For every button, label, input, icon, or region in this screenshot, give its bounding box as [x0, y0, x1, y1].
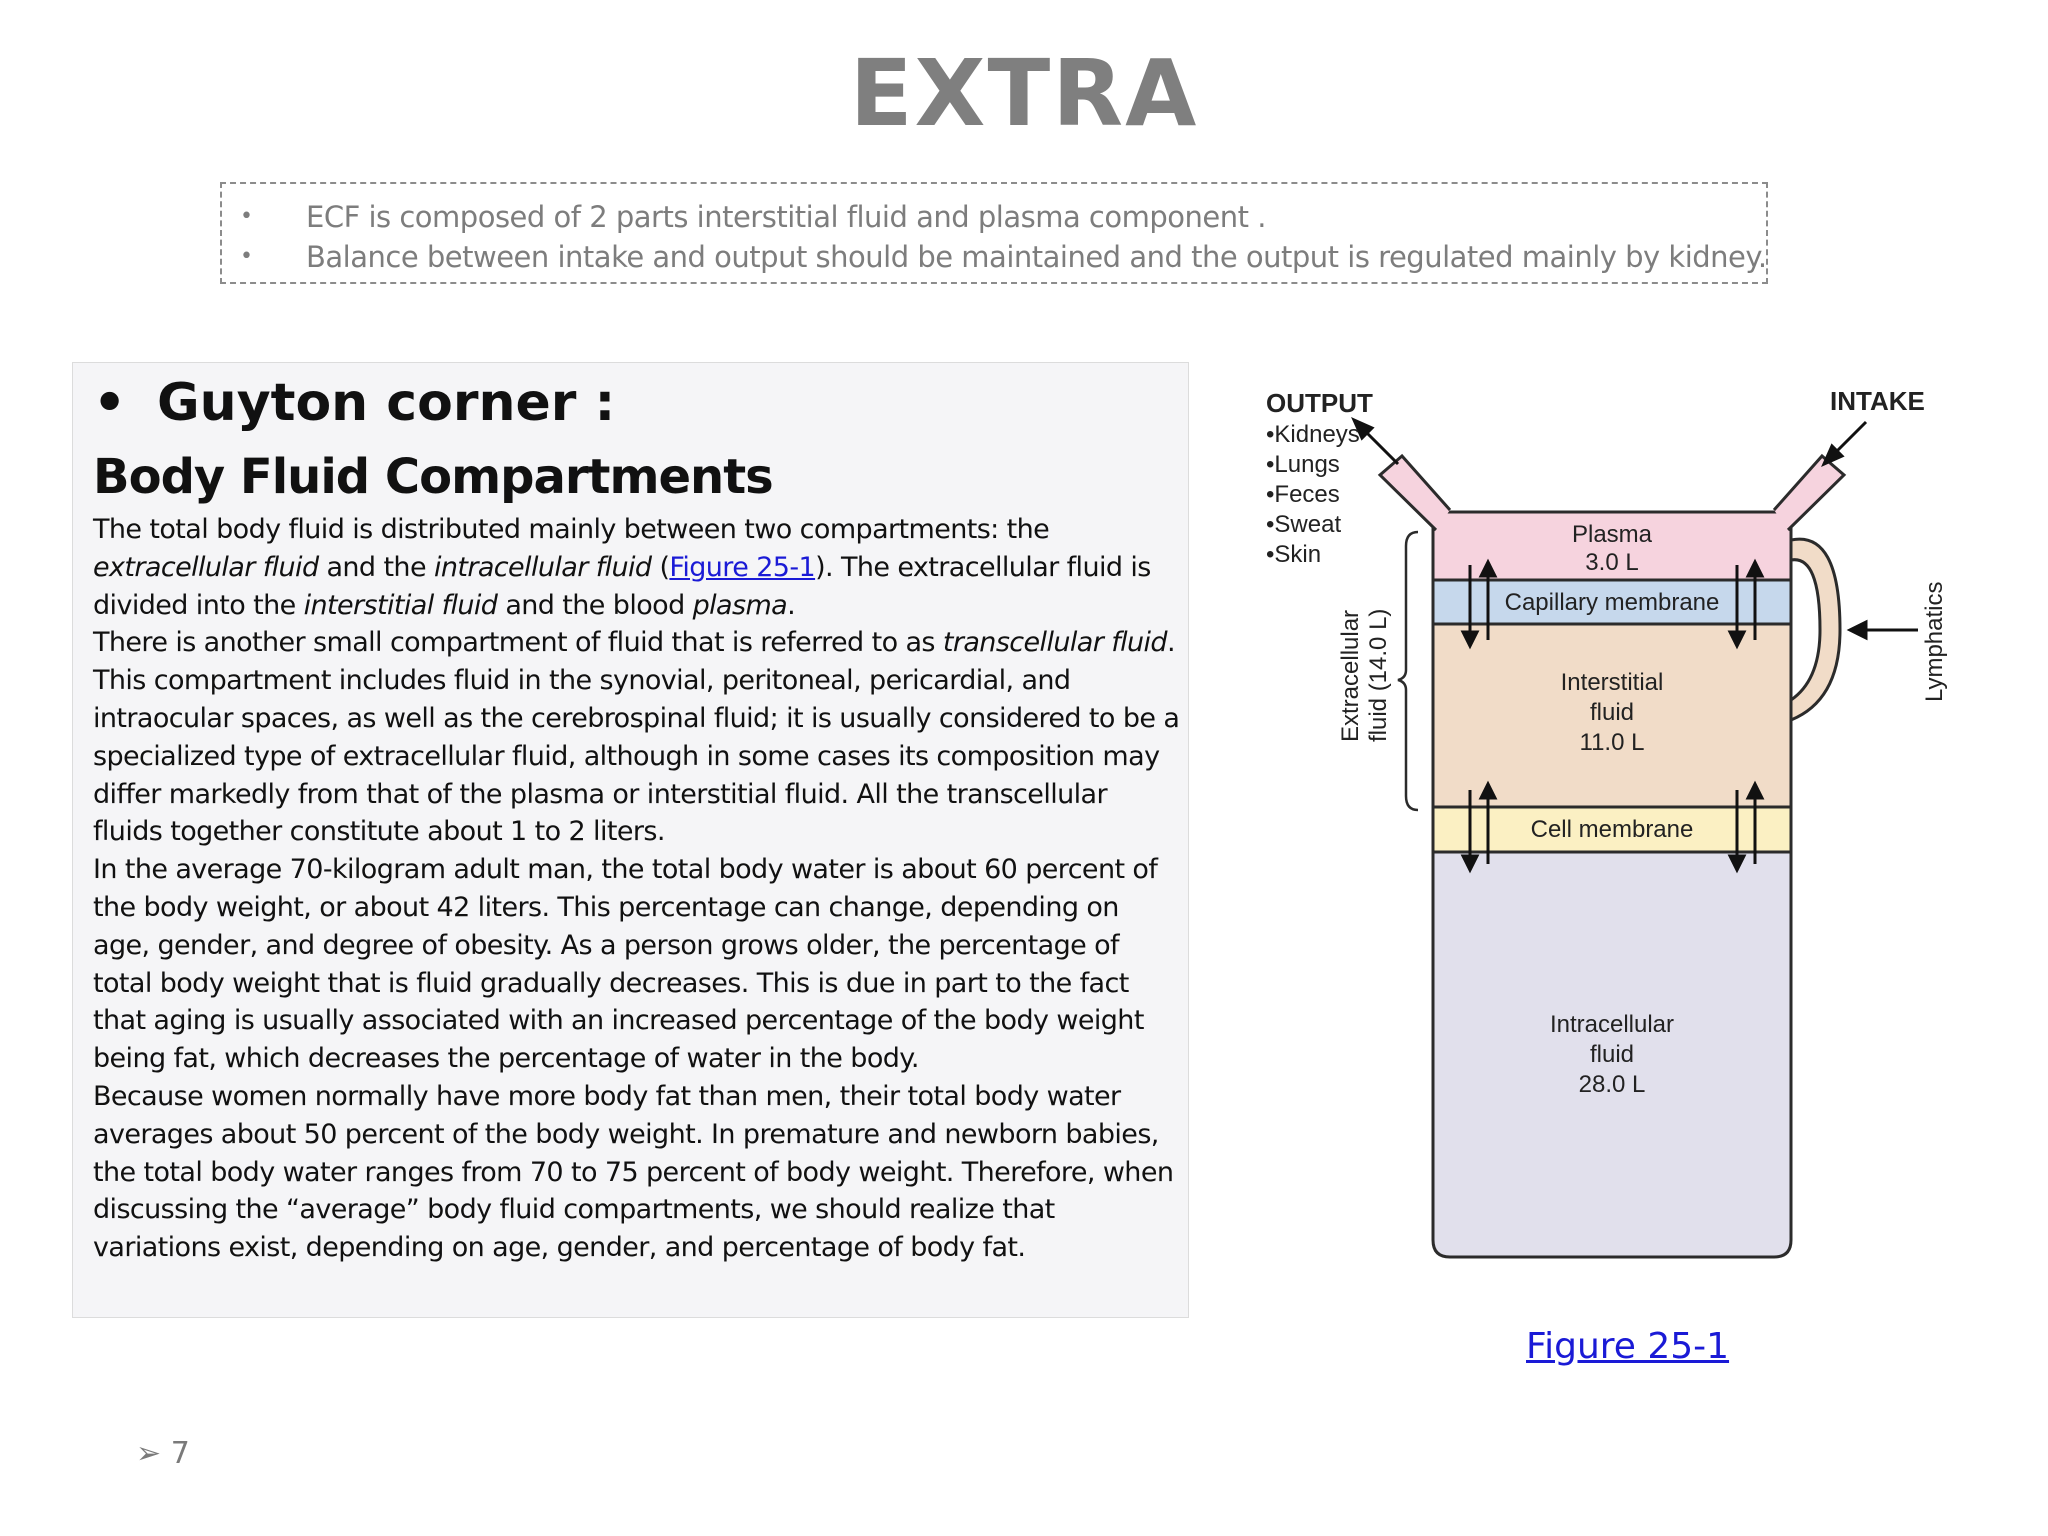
text-run: and the — [318, 551, 434, 583]
output-item: •Sweat — [1266, 511, 1342, 538]
text-run: . — [787, 589, 796, 621]
guyton-body-text — [93, 511, 1183, 1267]
text-run: and the blood — [497, 589, 693, 621]
interstitial-volume: 11.0 L — [1579, 729, 1645, 756]
text-run-italic: plasma — [692, 589, 788, 621]
paragraph: Because women normally have more body fat than men, their total body water averages about 50 percent of the body weight. In premature and newborn babies, the total body water ranges from 70 to 75 percent of body weight. Therefore, when discussing the “average” body fluid compartments, we should realize that variations exist, depending on age, gender, and percentage of body fat. — [93, 1080, 1174, 1264]
output-spout — [1380, 456, 1450, 530]
ecf-label: fluid (14.0 L) — [1365, 608, 1392, 742]
plasma-label: Plasma — [1571, 521, 1653, 548]
ecf-label: Extracellular — [1337, 609, 1364, 742]
bullet-icon: • — [240, 204, 253, 229]
intracellular-label: fluid — [1589, 1041, 1635, 1068]
plasma-volume: 3.0 L — [1585, 549, 1639, 576]
container — [1380, 456, 1844, 1257]
paragraph — [93, 624, 1183, 851]
summary-box — [220, 182, 1768, 284]
output-title: OUTPUT — [1266, 388, 1373, 418]
intake-title: INTAKE — [1830, 386, 1925, 416]
text-run: There is another small compartment of fluid that is referred to as — [93, 627, 943, 659]
paragraph — [93, 511, 1183, 624]
guyton-corner-box — [72, 362, 1189, 1318]
interstitial-label: Interstitial — [1560, 669, 1664, 696]
summary-text: ECF is composed of 2 parts interstitial fluid and plasma component . — [306, 200, 1266, 234]
output-item: •Kidneys — [1266, 421, 1360, 448]
figure-caption-link[interactable]: Figure 25-1 — [1526, 1326, 1730, 1367]
lymphatics-label: Lymphatics — [1921, 581, 1948, 702]
section-subheading: Body Fluid Compartments — [93, 449, 773, 505]
text-run-italic: extracellular fluid — [93, 551, 319, 583]
body-fluid-diagram — [1250, 370, 1950, 1290]
summary-item — [222, 237, 1766, 277]
capillary-label: Capillary membrane — [1504, 589, 1720, 616]
bullet-icon: • — [240, 244, 253, 269]
summary-text: Balance between intake and output should be maintained and the output is regulated mainly by kidney. — [306, 240, 1767, 274]
bullet-icon: • — [93, 373, 127, 433]
intracellular-label: Intracellular — [1549, 1011, 1675, 1038]
text-run-italic: intracellular fluid — [433, 551, 652, 583]
text-run: . This compartment includes fluid in the synovial, peritoneal, pericardial, and intraocular spaces, as well as the cerebrospinal fluid; it is usually considered to be a specialized type of extracellular fluid, although in some cases its composition may differ markedly from that of the plasma or interstitial fluid. All the transcellular fluids together constitute about 1 to 2 liters. — [93, 627, 1180, 848]
page-number-text: 7 — [170, 1436, 190, 1471]
slide-title: EXTRA — [849, 40, 1199, 147]
interstitial-label: fluid — [1589, 699, 1635, 726]
paragraph: In the average 70-kilogram adult man, the total body water is about 60 percent of the body weight, or about 42 liters. This percentage can change, depending on age, gender, and degree of obesity. As a person grows older, the percentage of total body weight that is fluid gradually decreases. This is due in part to the fact that aging is usually associated with an increased percentage of the body weight being fat, which decreases the percentage of water in the body. — [93, 854, 1158, 1075]
text-run: ( — [651, 551, 670, 583]
text-run-italic: interstitial fluid — [303, 589, 498, 621]
intake-spout — [1774, 456, 1844, 530]
output-item: •Skin — [1266, 541, 1322, 568]
guyton-heading — [93, 373, 615, 433]
lymphatic-loop — [1791, 539, 1840, 720]
figure-link[interactable]: Figure 25-1 — [669, 551, 816, 583]
text-run: The total body fluid is distributed mainly between two compartments: the — [93, 514, 1050, 545]
guyton-heading-text: Guyton corner : — [157, 373, 616, 433]
text-run-italic: transcellular fluid — [942, 627, 1167, 659]
arrow-bullet-icon: ➢ — [136, 1436, 162, 1471]
intracellular-volume: 28.0 L — [1578, 1071, 1646, 1098]
summary-item — [222, 197, 1766, 237]
output-item: •Feces — [1266, 481, 1340, 508]
page-number — [136, 1436, 190, 1471]
cell-membrane-label: Cell membrane — [1530, 816, 1694, 843]
text-run: ). The extracellular fluid is divided into the — [93, 551, 1151, 621]
ecf-bracket — [1398, 532, 1418, 810]
output-item: •Lungs — [1266, 451, 1340, 478]
